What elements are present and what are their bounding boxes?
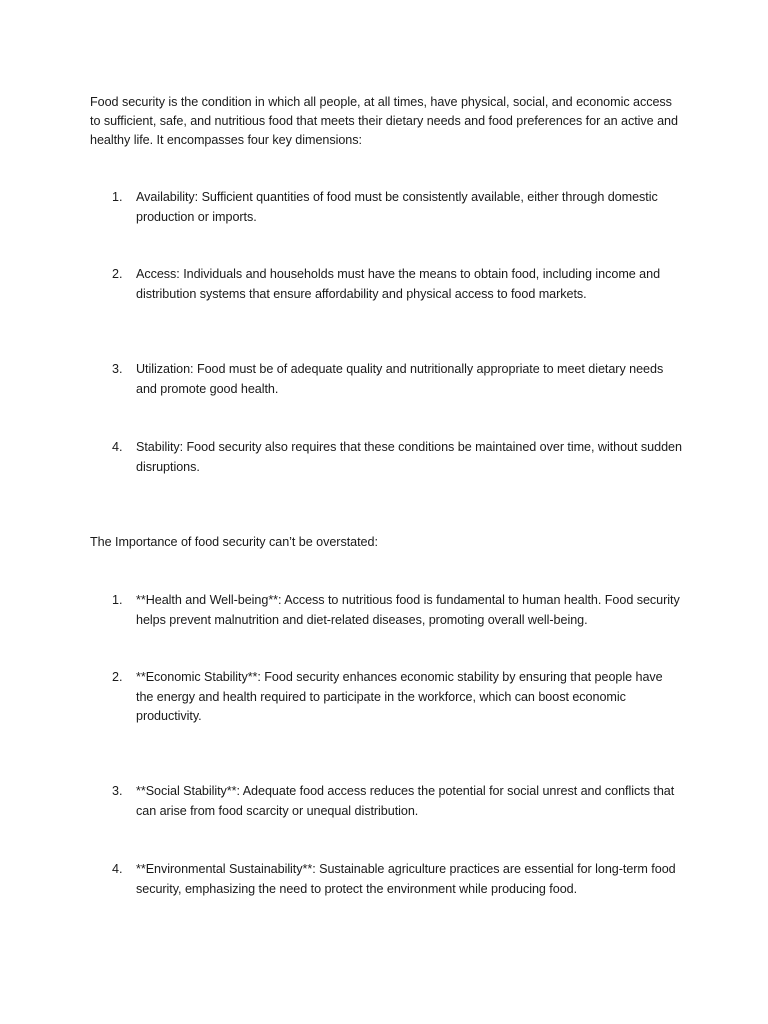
list-item-text: **Health and Well-being**: Access to nutritious food is fundamental to human health. Food security helps prevent malnutrition and diet-related diseases, promoting overall well-being.: [136, 593, 680, 627]
list-number: 4.: [112, 862, 123, 876]
list-number: 4.: [112, 440, 123, 454]
list-number: 1.: [112, 593, 123, 607]
list-number: 3.: [112, 362, 123, 376]
list-item-text: **Economic Stability**: Food security enhances economic stability by ensuring that people have the energy and health required to participate in the workforce, which can boost economic productivity.: [136, 670, 663, 723]
list-item-text: **Social Stability**: Adequate food access reduces the potential for social unrest and conflicts that can arise from food scarcity or unequal distribution.: [136, 784, 675, 818]
list-item-text: Access: Individuals and households must have the means to obtain food, including income and distribution systems that ensure affordability and physical access to food markets.: [136, 267, 661, 301]
intro-paragraph: Food security is the condition in which all people, at all times, have physical, social, and economic access to sufficient, safe, and nutritious food that meets their dietary needs and food preferences for an active and healthy life. It encompasses four key dimensions:: [90, 95, 678, 147]
list-item-text: Availability: Sufficient quantities of food must be consistently available, either through domestic production or imports.: [136, 190, 658, 224]
importance-intro: The Importance of food security can’t be overstated:: [90, 535, 378, 549]
list-item-text: Utilization: Food must be of adequate quality and nutritionally appropriate to meet dietary needs and promote good health.: [136, 362, 664, 396]
list-number: 3.: [112, 784, 123, 798]
list-item-text: **Environmental Sustainability**: Sustainable agriculture practices are essential for long-term food security, emphasizing the need to protect the environment while producing food.: [136, 862, 676, 896]
list-item-text: Stability: Food security also requires that these conditions be maintained over time, without sudden disruptions.: [136, 440, 682, 474]
list-number: 1.: [112, 190, 123, 204]
list-number: 2.: [112, 267, 123, 281]
list-number: 2.: [112, 670, 123, 684]
